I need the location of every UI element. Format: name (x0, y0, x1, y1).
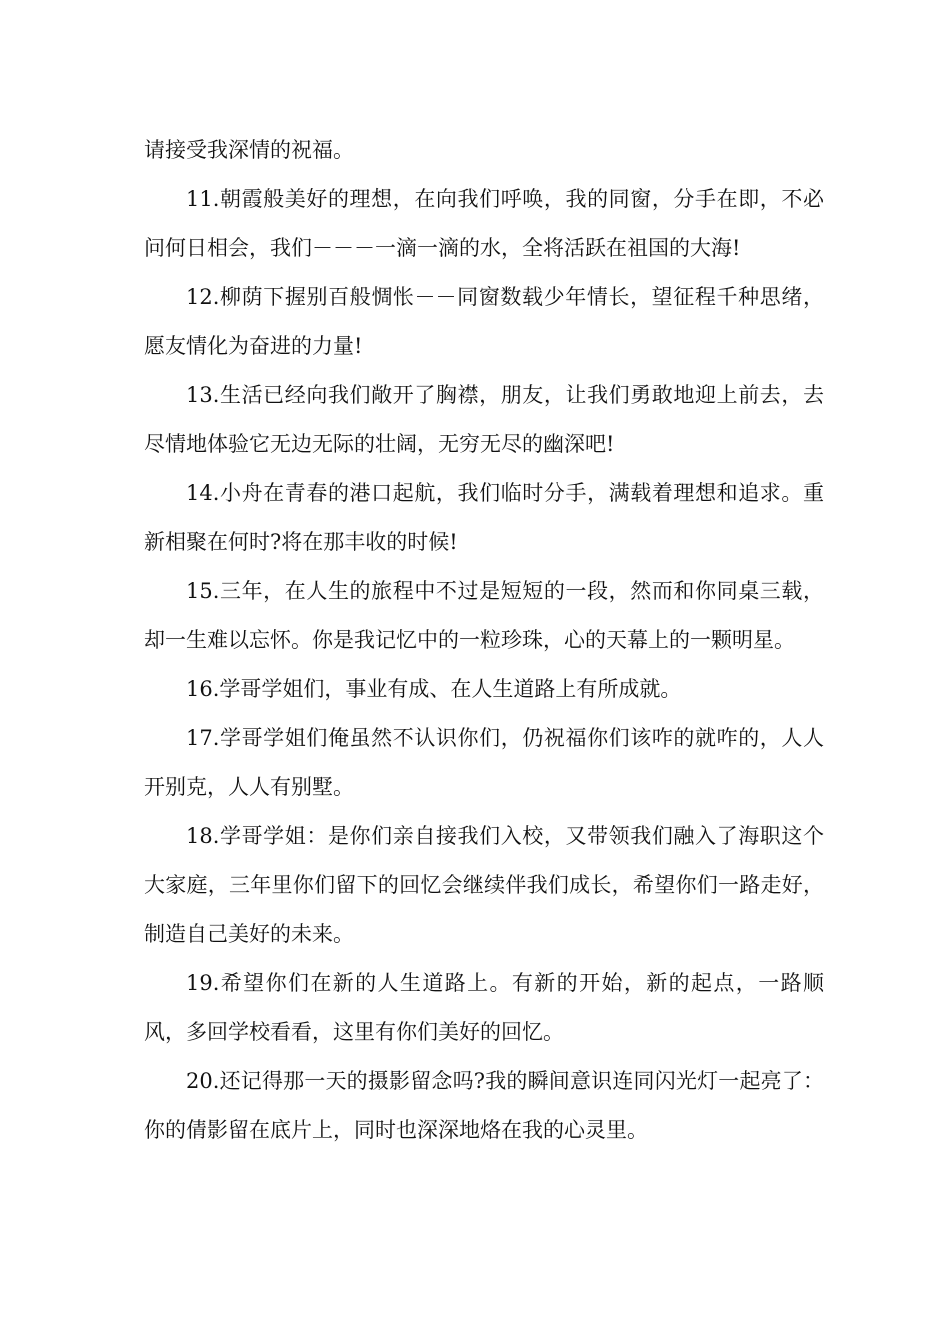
paragraph-12: 12.柳荫下握别百般惆怅－－同窗数载少年情长，望征程千种思绪，愿友情化为奋进的力量! (144, 285, 824, 358)
paragraph-20: 20.还记得那一天的摄影留念吗?我的瞬间意识连同闪光灯一起亮了：你的倩影留在底片上，同时也深深地烙在我的心灵里。 (144, 1069, 824, 1142)
paragraph-16: 16.学哥学姐们，事业有成、在人生道路上有所成就。 (186, 677, 682, 701)
paragraph-11: 11.朝霞般美好的理想，在向我们呼唤，我的同窗，分手在即，不必问何日相会，我们－－－一滴一滴的水，全将活跃在祖国的大海! (144, 187, 824, 260)
paragraph-17: 17.学哥学姐们俺虽然不认识你们，仍祝福你们该咋的就咋的，人人开别克，人人有别墅。 (144, 726, 824, 799)
paragraph-15: 15.三年，在人生的旅程中不过是短短的一段，然而和你同桌三载，却一生难以忘怀。你是我记忆中的一粒珍珠，心的天幕上的一颗明星。 (144, 579, 824, 652)
paragraph-14: 14.小舟在青春的港口起航，我们临时分手，满载着理想和追求。重新相聚在何时?将在那丰收的时候! (144, 481, 824, 554)
paragraph-continuation: 请接受我深情的祝福。 (144, 138, 354, 162)
document-page (144, 126, 824, 1155)
paragraph-19: 19.希望你们在新的人生道路上。有新的开始，新的起点，一路顺风，多回学校看看，这里有你们美好的回忆。 (144, 971, 824, 1044)
paragraph-13: 13.生活已经向我们敞开了胸襟，朋友，让我们勇敢地迎上前去，去尽情地体验它无边无际的壮阔，无穷无尽的幽深吧! (144, 383, 824, 456)
paragraph-18: 18.学哥学姐：是你们亲自接我们入校，又带领我们融入了海职这个大家庭，三年里你们留下的回忆会继续伴我们成长，希望你们一路走好，制造自己美好的未来。 (144, 824, 824, 946)
